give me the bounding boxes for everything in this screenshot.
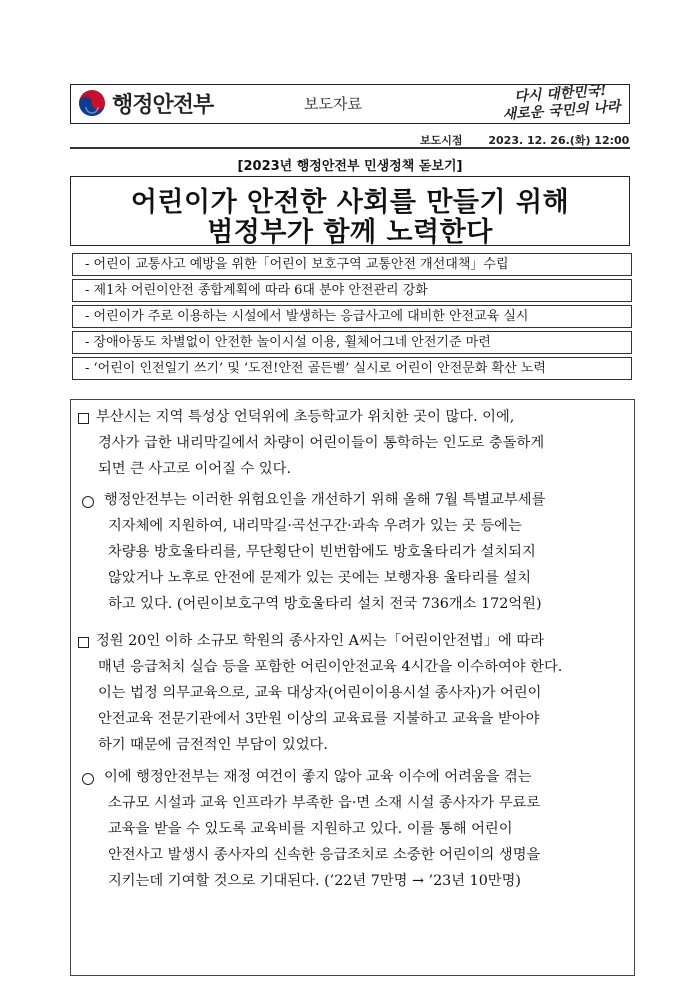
paragraph-line: 이는 법정 의무교육으로, 교육 대상자(어린이이용시설 종사자)가 어린이 [98,685,542,701]
paragraph-line: 매년 응급처치 실습 등을 포함한 어린이안전교육 4시간을 이수하여야 한다. [98,659,563,675]
summary-item: - ‘어린이 인전일기 쓰기’ 및 ‘도전!안전 골든벨’ 실시로 어린이 안전문화 확산 노력 [72,357,632,380]
paragraph-line: 지자체에 지원하여, 내리막길·곡선구간·과속 우려가 있는 곳 등에는 [108,518,522,534]
release-time-label: 보도시점 [420,134,463,147]
paragraph-line: 경사가 급한 내리막길에서 차량이 어린이들이 통학하는 인도로 충돌하게 [98,435,545,451]
paragraph-line: 차량용 방호울타리를, 무단횡단이 빈번함에도 방호울타리가 설치되지 [108,544,536,560]
title-line-1: 어린이가 안전한 사회를 만들기 위해 [130,187,570,218]
paragraph-line: 하기 때문에 금전적인 부담이 있었다. [98,737,328,753]
square-bullet-icon [78,413,89,424]
title-line-2: 범정부가 함께 노력한다 [207,217,493,248]
square-bullet-icon [78,637,89,648]
paragraph-line: 안전사고 발생시 종사자의 신속한 응급조치로 소중한 어린이의 생명을 [108,847,541,863]
circle-bullet-icon [82,496,94,508]
paragraph-4 [104,764,540,894]
taegeuk-emblem-icon [78,89,106,117]
summary-item: - 어린이 교통사고 예방을 위한「어린이 보호구역 교통안전 개선대책」수립 [72,253,632,276]
summary-item: - 장애아동도 차별없이 안전한 놀이시설 이용, 휠체어그네 안전기준 마련 [72,331,632,354]
ministry-logo [78,88,213,118]
paragraph-line: 되면 큰 사고로 이어질 수 있다. [98,461,291,477]
divider-rule [70,147,630,149]
slogan-line-1: 다시 대한민국! [513,82,607,106]
series-title: [2023년 행정안전부 민생정책 돋보기] [237,159,463,174]
doc-type-label: 보도자료 [304,95,362,113]
slogan-line-2: 새로운 국민의 나라 [502,98,621,124]
paragraph-line: 이에 행정안전부는 재정 여건이 좋지 않아 교육 이수에 어려움을 겪는 [104,769,532,785]
paragraph-line: 안전교육 전문기관에서 3만원 이상의 교육료를 지불하고 교육을 받아야 [98,711,540,727]
paragraph-1 [96,404,544,482]
paragraph-line: 소규모 시설과 교육 인프라가 부족한 읍·면 소재 시설 종사자가 무료로 [108,795,541,811]
paragraph-line: 지키는데 기여할 것으로 기대된다. (’22년 7만명 → ’23년 10만명) [108,873,522,889]
paragraph-line: 부산시는 지역 특성상 언덕위에 초등학교가 위치한 곳이 많다. 이에, [96,409,515,425]
summary-item: - 어린이가 주로 이용하는 시설에서 발생하는 응급사고에 대비한 안전교육 실시 [72,305,632,328]
paragraph-line: 정원 20인 이하 소규모 학원의 종사자인 A씨는「어린이안전법」에 따라 [96,633,545,649]
circle-bullet-icon [82,773,94,785]
paragraph-line: 하고 있다. (어린이보호구역 방호울타리 설치 전국 736개소 172억원) [108,596,542,612]
summary-item: - 제1차 어린이안전 종합계획에 따라 6대 분야 안전관리 강화 [72,279,632,302]
paragraph-line: 행정안전부는 이러한 위험요인을 개선하기 위해 올해 7월 특별교부세를 [104,492,546,508]
release-time-value: 2023. 12. 26.(화) 12:00 [488,134,630,147]
ministry-name: 행정안전부 [112,92,214,118]
paragraph-line: 않았거나 노후로 안전에 문제가 있는 곳에는 보행자용 울타리를 설치 [108,570,532,586]
paragraph-3 [96,628,562,758]
paragraph-line: 교육을 받을 수 있도록 교육비를 지원하고 있다. 이를 통해 어린이 [108,821,513,837]
release-time [420,132,629,148]
paragraph-2 [104,487,545,617]
